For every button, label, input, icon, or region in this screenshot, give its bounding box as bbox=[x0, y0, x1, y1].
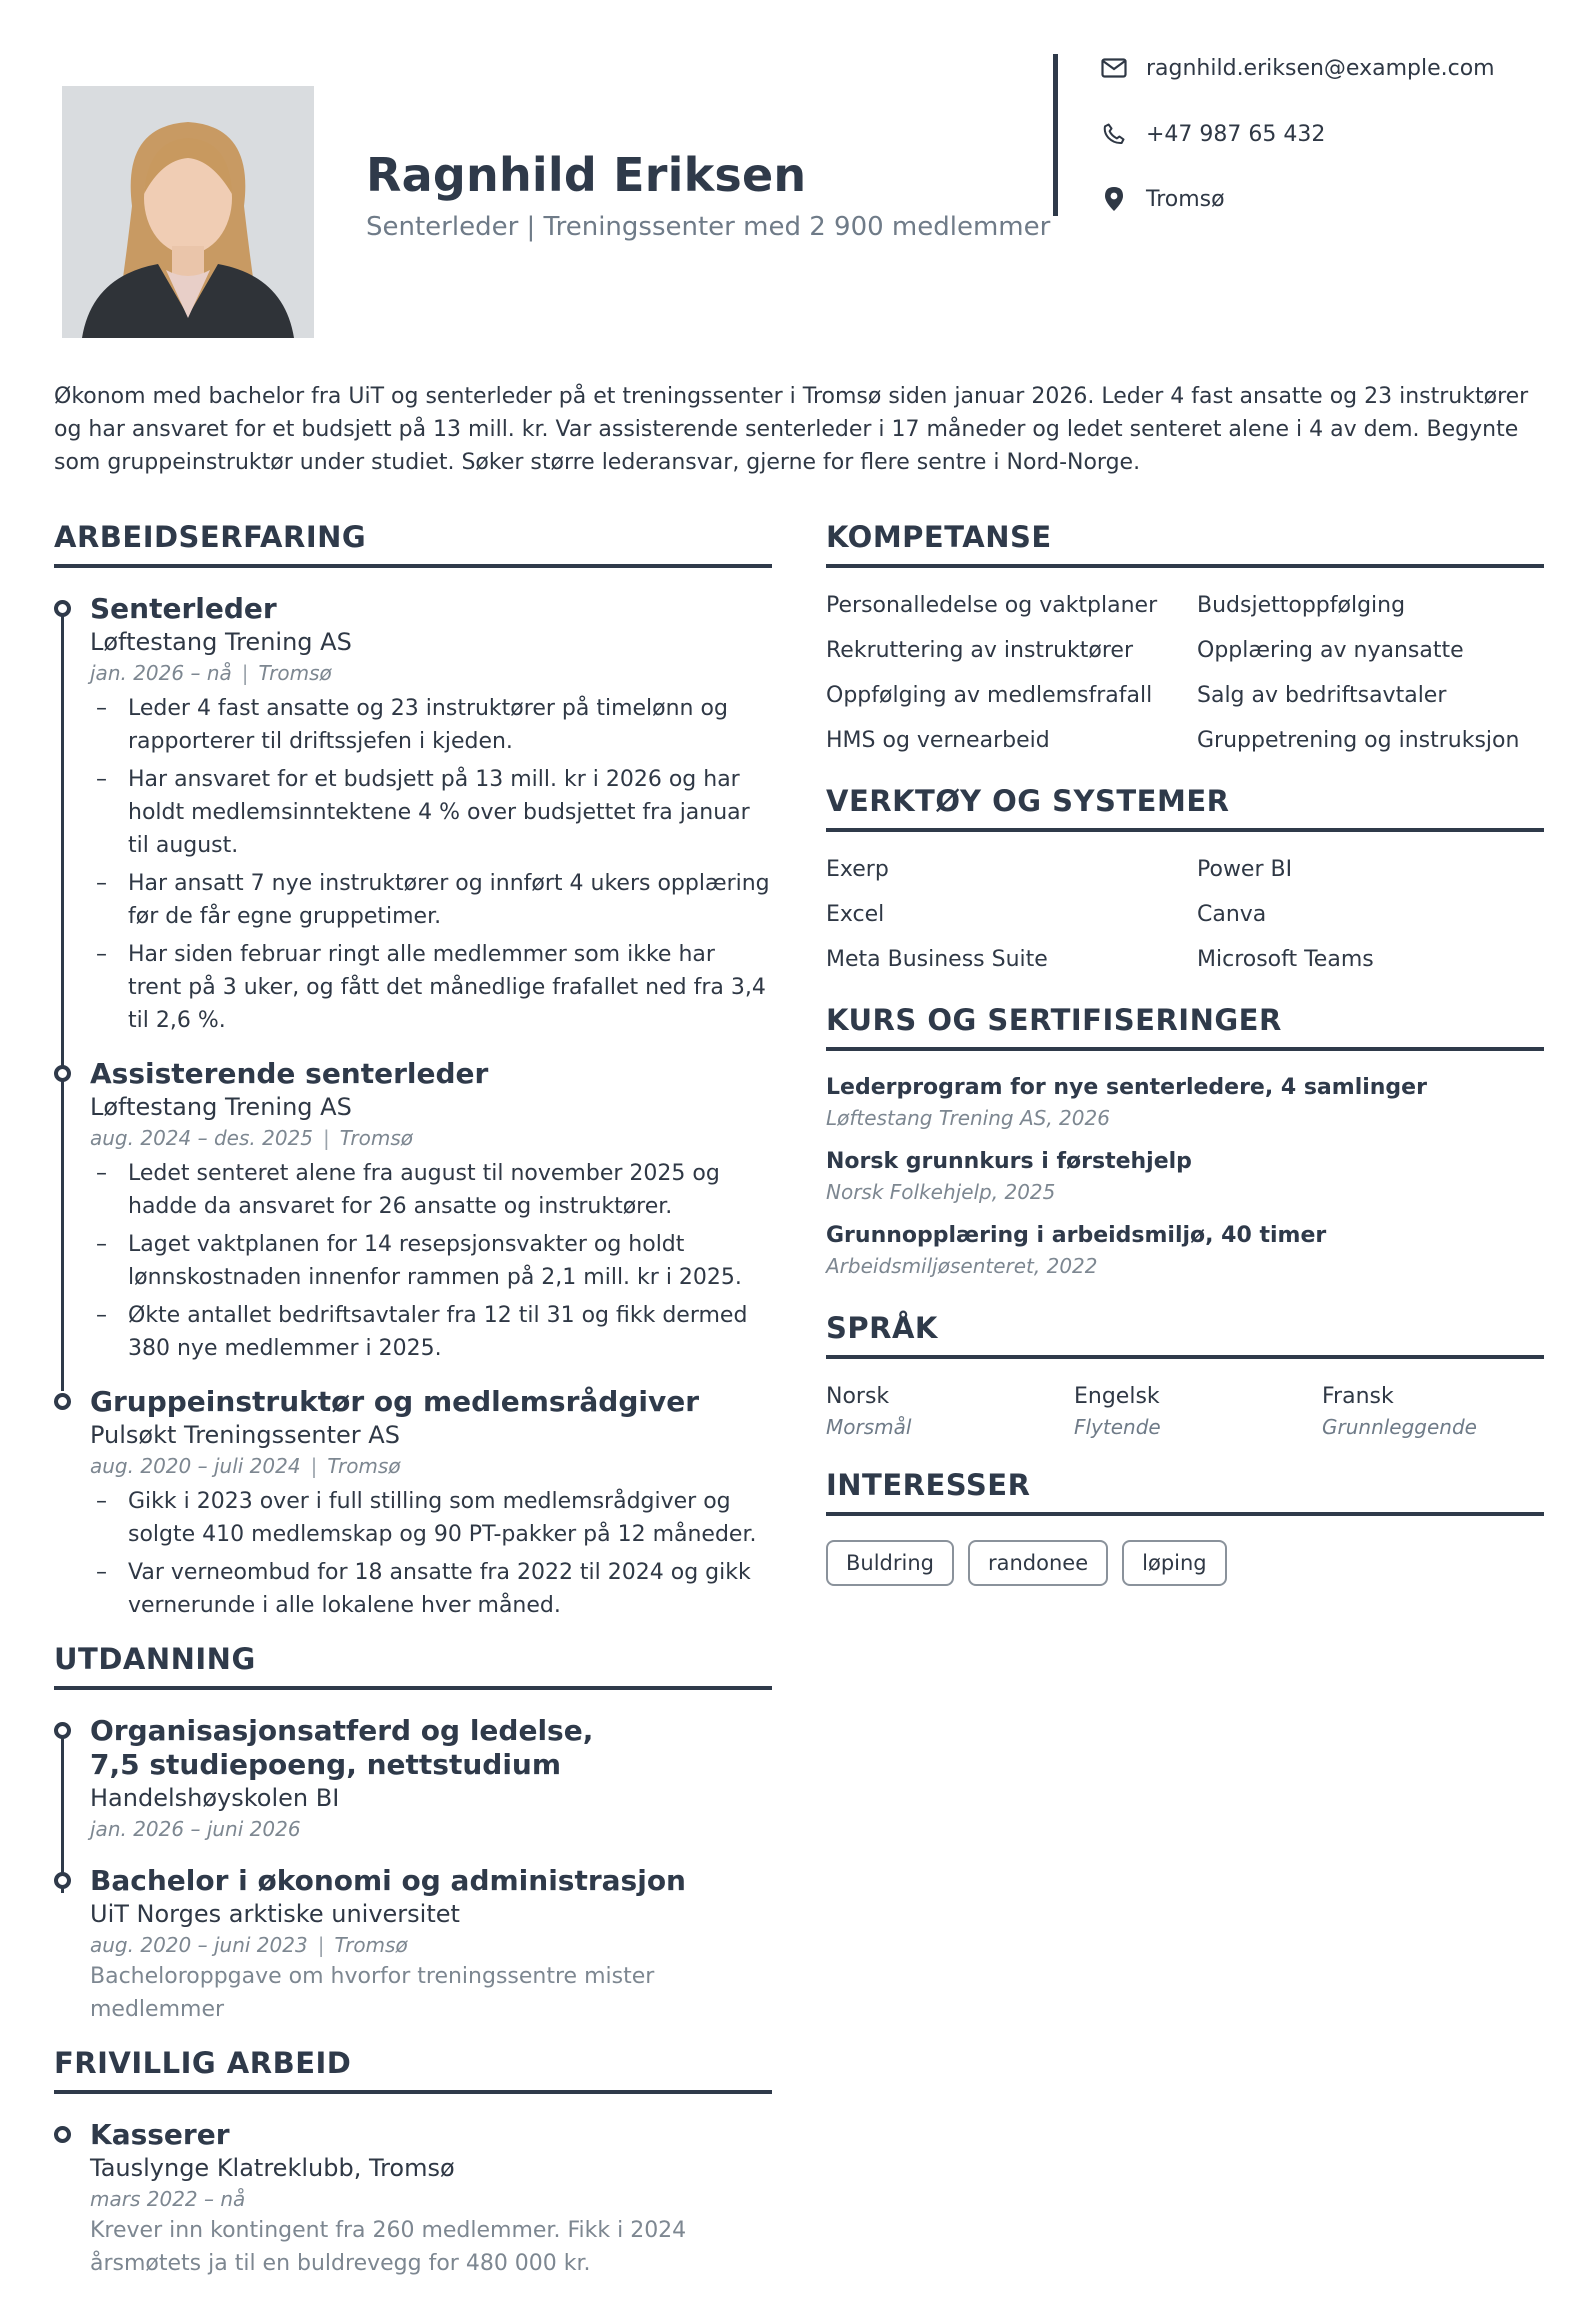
contact-email[interactable] bbox=[1100, 54, 1495, 82]
skill-item: HMS og vernearbeid bbox=[826, 728, 1050, 753]
bullet: – Økte antallet bedriftsavtaler fra 12 til 31 og fikk dermed 380 nye medlemmer i 2025. bbox=[90, 1299, 772, 1365]
language-entry bbox=[826, 1381, 1074, 1442]
location-text: Tromsø bbox=[1146, 186, 1225, 212]
languages-section bbox=[826, 1311, 1544, 1442]
bullet: – Ledet senteret alene fra august til november 2025 og hadde da ansvaret for 26 ansatte og instruktører. bbox=[90, 1157, 772, 1223]
job-bullets bbox=[90, 1157, 772, 1365]
education-dates: jan. 2026 – juni 2026 bbox=[90, 1817, 301, 1841]
bullet: – Har siden februar ringt alle medlemmer som ikke har trent på 3 uker, og fått det månedlige frafallet ned fra 3,4 til 2,6 %. bbox=[90, 938, 772, 1037]
volunteer-note: Krever inn kontingent fra 260 medlemmer. Fikk i 2024 årsmøtets ja til en buldrevegg for 480 000 kr. bbox=[90, 2218, 687, 2276]
bullet: – Har ansvaret for et budsjett på 13 mill. kr i 2026 og har holdt medlemsinntektene 4 % over budsjettet fra januar til august. bbox=[90, 763, 772, 862]
email-text: ragnhild.eriksen@example.com bbox=[1146, 55, 1495, 81]
tool-item: Power BI bbox=[1197, 857, 1293, 882]
course-name: Grunnopplæring i arbeidsmiljø, 40 timer bbox=[826, 1223, 1327, 1248]
job-meta: jan. 2026 – nå | Tromsø bbox=[90, 661, 332, 685]
candidate-name: Ragnhild Eriksen bbox=[366, 148, 807, 202]
skill-item: Salg av bedriftsavtaler bbox=[1197, 683, 1447, 708]
job-entry bbox=[90, 1057, 772, 1365]
location-pin-icon bbox=[1100, 185, 1128, 213]
timeline-line bbox=[61, 616, 64, 1391]
language-level: Grunnleggende bbox=[1322, 1415, 1477, 1439]
resume-header bbox=[0, 0, 1588, 360]
degree-title: Organisasjonsatferd og ledelse, 7,5 studiepoeng, nettstudium bbox=[90, 1714, 594, 1781]
job-bullets bbox=[90, 692, 772, 1037]
mail-icon bbox=[1100, 54, 1128, 82]
skill-item: Personalledelse og vaktplaner bbox=[826, 593, 1158, 618]
skill-item: Budsjettoppfølging bbox=[1197, 593, 1406, 618]
timeline-dot bbox=[54, 1722, 71, 1739]
bullet: – Gikk i 2023 over i full stilling som medlemsrådgiver og solgte 410 medlemskap og 90 PT-pakker på 12 måneder. bbox=[90, 1485, 772, 1551]
tool-item: Microsoft Teams bbox=[1197, 947, 1374, 972]
timeline-dot bbox=[54, 1872, 71, 1889]
interests-section bbox=[826, 1468, 1544, 1586]
courses-list bbox=[826, 1073, 1544, 1281]
tool-item: Excel bbox=[826, 902, 885, 927]
skill-item: Rekruttering av instruktører bbox=[826, 638, 1134, 663]
languages-list bbox=[826, 1381, 1544, 1442]
course-name: Lederprogram for nye senterledere, 4 samlinger bbox=[826, 1075, 1427, 1100]
job-dates: jan. 2026 – nå bbox=[90, 661, 232, 685]
section-heading: ARBEIDSERFARING bbox=[54, 520, 772, 568]
job-title: Senterleder bbox=[90, 592, 277, 625]
school-name: Handelshøyskolen BI bbox=[90, 1784, 340, 1812]
education-place: Tromsø bbox=[334, 1933, 408, 1957]
course-entry bbox=[826, 1221, 1544, 1281]
course-name: Norsk grunnkurs i førstehjelp bbox=[826, 1149, 1192, 1174]
education-entry bbox=[90, 1714, 772, 1844]
phone-icon bbox=[1100, 120, 1128, 148]
language-entry bbox=[1074, 1381, 1322, 1442]
profile-summary: Økonom med bachelor fra UiT og senterleder på et treningssenter i Tromsø siden januar 2026. Leder 4 fast ansatte og 23 instruktører og har ansvaret for et budsjett på 13 mill. kr. Var assisterende senterleder i 17 måneder og ledet senteret alene i 4 av dem. Begynte som gruppeinstruktør under studiet. Søker større lederansvar, gjerne for flere sentre i Nord-Norge. bbox=[54, 384, 1529, 475]
interest-tag: randonee bbox=[968, 1540, 1108, 1586]
volunteer-timeline bbox=[54, 2118, 772, 2280]
degree-title: Bachelor i økonomi og administrasjon bbox=[90, 1864, 686, 1897]
skill-item: Opplæring av nyansatte bbox=[1197, 638, 1464, 663]
interest-tag: Buldring bbox=[826, 1540, 954, 1586]
section-heading: VERKTØY OG SYSTEMER bbox=[826, 784, 1544, 832]
volunteer-entry bbox=[90, 2118, 772, 2280]
education-note: Bacheloroppgave om hvorfor treningssentre mister medlemmer bbox=[90, 1964, 655, 2022]
profile-photo bbox=[62, 86, 314, 338]
course-meta: Løftestang Trening AS, 2026 bbox=[826, 1106, 1110, 1130]
volunteer-role: Kasserer bbox=[90, 2118, 230, 2151]
language-entry bbox=[1322, 1381, 1544, 1442]
tools-section bbox=[826, 784, 1544, 975]
job-meta: aug. 2020 – juli 2024 | Tromsø bbox=[90, 1454, 401, 1478]
volunteer-section bbox=[54, 2046, 772, 2280]
phone-text: +47 987 65 432 bbox=[1146, 121, 1326, 147]
timeline-dot bbox=[54, 1065, 71, 1082]
job-meta: aug. 2024 – des. 2025 | Tromsø bbox=[90, 1126, 414, 1150]
course-meta: Arbeidsmiljøsenteret, 2022 bbox=[826, 1254, 1098, 1278]
header-divider bbox=[1053, 54, 1058, 216]
language-name: Norsk bbox=[826, 1384, 890, 1409]
contact-location bbox=[1100, 185, 1225, 213]
interest-tag: løping bbox=[1122, 1540, 1227, 1586]
language-name: Fransk bbox=[1322, 1384, 1394, 1409]
job-dates: aug. 2024 – des. 2025 bbox=[90, 1126, 313, 1150]
tool-item: Exerp bbox=[826, 857, 889, 882]
tool-item: Canva bbox=[1197, 902, 1267, 927]
bullet: – Har ansatt 7 nye instruktører og innført 4 ukers opplæring før de får egne gruppetimer. bbox=[90, 867, 772, 933]
section-heading: KOMPETANSE bbox=[826, 520, 1544, 568]
language-level: Flytende bbox=[1074, 1415, 1161, 1439]
job-employer: Løftestang Trening AS bbox=[90, 1093, 352, 1121]
job-entry bbox=[90, 592, 772, 1037]
bullet: – Var verneombud for 18 ansatte fra 2022 til 2024 og gikk vernerunde i alle lokalene hver måned. bbox=[90, 1556, 772, 1622]
tools-list bbox=[826, 854, 1544, 975]
job-dates: aug. 2020 – juli 2024 bbox=[90, 1454, 301, 1478]
job-entry bbox=[90, 1385, 772, 1622]
experience-timeline bbox=[54, 592, 772, 1622]
volunteer-org: Tauslynge Klatreklubb, Tromsø bbox=[90, 2154, 455, 2182]
language-name: Engelsk bbox=[1074, 1384, 1160, 1409]
job-title: Assisterende senterleder bbox=[90, 1057, 489, 1090]
skills-list bbox=[826, 590, 1544, 756]
timeline-dot bbox=[54, 1393, 71, 1410]
experience-section bbox=[54, 520, 772, 1622]
skills-section bbox=[826, 520, 1544, 756]
course-entry bbox=[826, 1147, 1544, 1207]
school-name: UiT Norges arktiske universitet bbox=[90, 1900, 460, 1928]
course-meta: Norsk Folkehjelp, 2025 bbox=[826, 1180, 1056, 1204]
timeline-dot bbox=[54, 600, 71, 617]
job-title: Gruppeinstruktør og medlemsrådgiver bbox=[90, 1385, 700, 1418]
education-timeline bbox=[54, 1714, 772, 2026]
section-heading: INTERESSER bbox=[826, 1468, 1544, 1516]
skill-item: Gruppetrening og instruksjon bbox=[1197, 728, 1520, 753]
job-employer: Pulsøkt Treningssenter AS bbox=[90, 1421, 400, 1449]
courses-section bbox=[826, 1003, 1544, 1281]
right-column bbox=[826, 520, 1544, 1586]
job-employer: Løftestang Trening AS bbox=[90, 628, 352, 656]
education-section bbox=[54, 1642, 772, 2026]
tool-item: Meta Business Suite bbox=[826, 947, 1048, 972]
contact-phone[interactable] bbox=[1100, 120, 1325, 148]
timeline-line bbox=[61, 1738, 64, 1893]
bullet: – Laget vaktplanen for 14 resepsjonsvakter og holdt lønnskostnaden innenfor rammen på 2,1 mill. kr i 2025. bbox=[90, 1228, 772, 1294]
section-heading: FRIVILLIG ARBEID bbox=[54, 2046, 772, 2094]
job-place: Tromsø bbox=[258, 661, 332, 685]
interest-tags bbox=[826, 1540, 1544, 1586]
volunteer-dates: mars 2022 – nå bbox=[90, 2187, 246, 2211]
education-meta: aug. 2020 – juni 2023 | Tromsø bbox=[90, 1933, 408, 1957]
job-place: Tromsø bbox=[339, 1126, 414, 1150]
job-place: Tromsø bbox=[327, 1454, 401, 1478]
education-entry bbox=[90, 1864, 772, 2026]
left-column bbox=[54, 520, 772, 2300]
education-dates: aug. 2020 – juni 2023 bbox=[90, 1933, 308, 1957]
bullet: – Leder 4 fast ansatte og 23 instruktører på timelønn og rapporterer til driftssjefen i kjeden. bbox=[90, 692, 772, 758]
language-level: Morsmål bbox=[826, 1415, 912, 1439]
section-heading: KURS OG SERTIFISERINGER bbox=[826, 1003, 1544, 1051]
skill-item: Oppfølging av medlemsfrafall bbox=[826, 683, 1153, 708]
candidate-title: Senterleder | Treningssenter med 2 900 medlemmer bbox=[366, 212, 1051, 242]
course-entry bbox=[826, 1073, 1544, 1133]
timeline-dot bbox=[54, 2126, 71, 2143]
section-heading: SPRÅK bbox=[826, 1311, 1544, 1359]
job-bullets bbox=[90, 1485, 772, 1622]
section-heading: UTDANNING bbox=[54, 1642, 772, 1690]
